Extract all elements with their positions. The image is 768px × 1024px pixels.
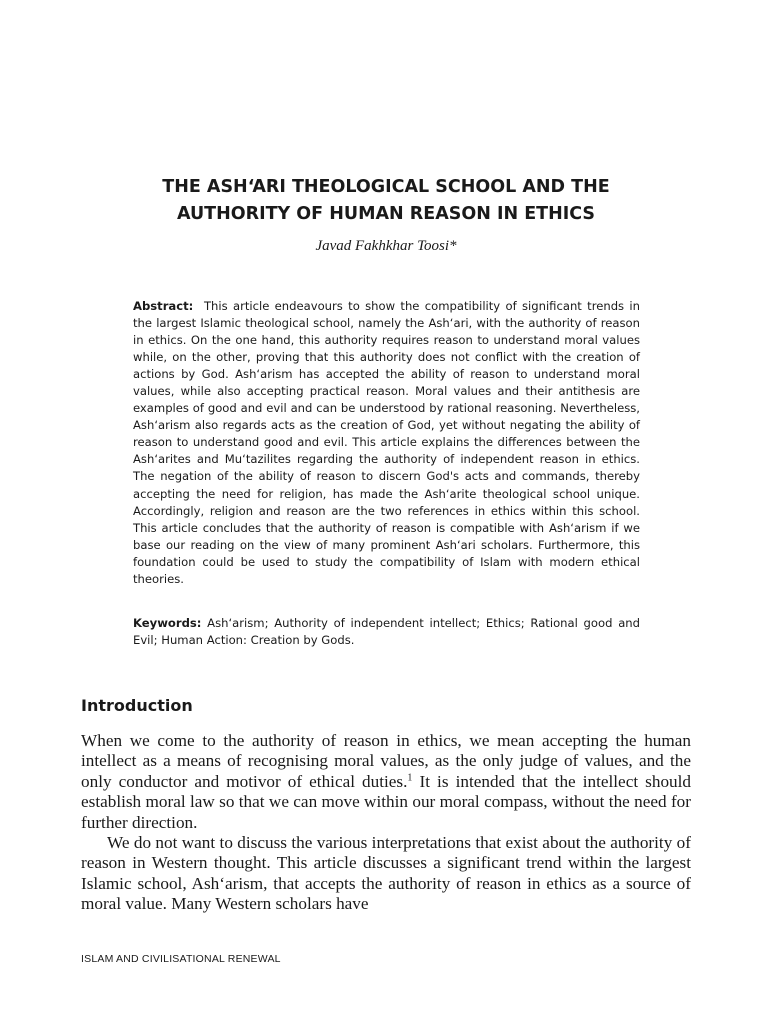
paper-title bbox=[100, 174, 672, 228]
abstract-label: Abstract: bbox=[133, 299, 194, 313]
paper-title-line-1: THE ASH‘ARI THEOLOGICAL SCHOOL AND THE bbox=[162, 177, 610, 197]
section-heading-introduction: Introduction bbox=[81, 696, 193, 715]
footnote-ref-1[interactable]: 1 bbox=[407, 772, 413, 784]
keywords-text: Ash‘arism; Authority of independent intellect; Ethics; Rational good and Evil; Human Action: Creation by Gods. bbox=[133, 616, 641, 647]
author-name: Javad Fakhkhar Toosi* bbox=[315, 238, 457, 254]
paragraph-1-tail: It is intended that the intellect should establish moral law so that we can move within our moral compass, without the need for further direction. bbox=[81, 771, 691, 832]
paragraph-1 bbox=[81, 731, 691, 833]
paragraph-2: We do not want to discuss the various interpretations that exist about the authority of reason in Western thought. This article discusses a significant trend within the largest Islamic school, Ash‘arism, that accepts the authority of reason in ethics as a source of moral value. Many Western scholars have bbox=[81, 833, 691, 914]
body-text bbox=[81, 731, 691, 915]
abstract bbox=[133, 298, 640, 588]
paragraph-1-text: When we come to the authority of reason in ethics, we mean accepting the human intellect as a means of recognising moral values, as the only judge of values, and the only conductor and motivor of ethical duties. bbox=[81, 731, 691, 791]
abstract-text: This article endeavours to show the compatibility of significant trends in the largest Islamic theological school, namely the Ash‘ari, with the authority of reason in ethics. On the one hand, this authority requires reason to understand moral values while, on the other, proving that this authority does not conflict with the creation of actions by God. Ash‘arism has accepted the ability of reason to understand moral values, while also accepting practical reason. Moral values and their antithesis are examples of good and evil and can be understood by rational reasoning. Nevertheless, Ash‘arism also regards acts as the creation of God, yet without negating the ability of reason to understand good and evil. This article explains the differences between the Ash‘arites and Mu‘tazilites regarding the authority of independent reason in ethics. The negation of the ability of reason to discern God's acts and commands, thereby accepting the need for religion, has made the Ash‘arite theological school unique. Accordingly, religion and reason are the two references in ethics within this school. This article concludes that the authority of reason is compatible with Ash‘arism if we base our reading on the view of many prominent Ash‘ari scholars. Furthermore, this foundation could be used to study the compatibility of Islam with modern ethical theories. bbox=[133, 299, 640, 586]
keywords-label: Keywords: bbox=[133, 616, 202, 630]
paper-title-line-2: AUTHORITY OF HUMAN REASON IN ETHICS bbox=[176, 204, 596, 224]
running-footer: ISLAM AND CIVILISATIONAL RENEWAL bbox=[81, 953, 281, 965]
keywords bbox=[133, 615, 640, 649]
